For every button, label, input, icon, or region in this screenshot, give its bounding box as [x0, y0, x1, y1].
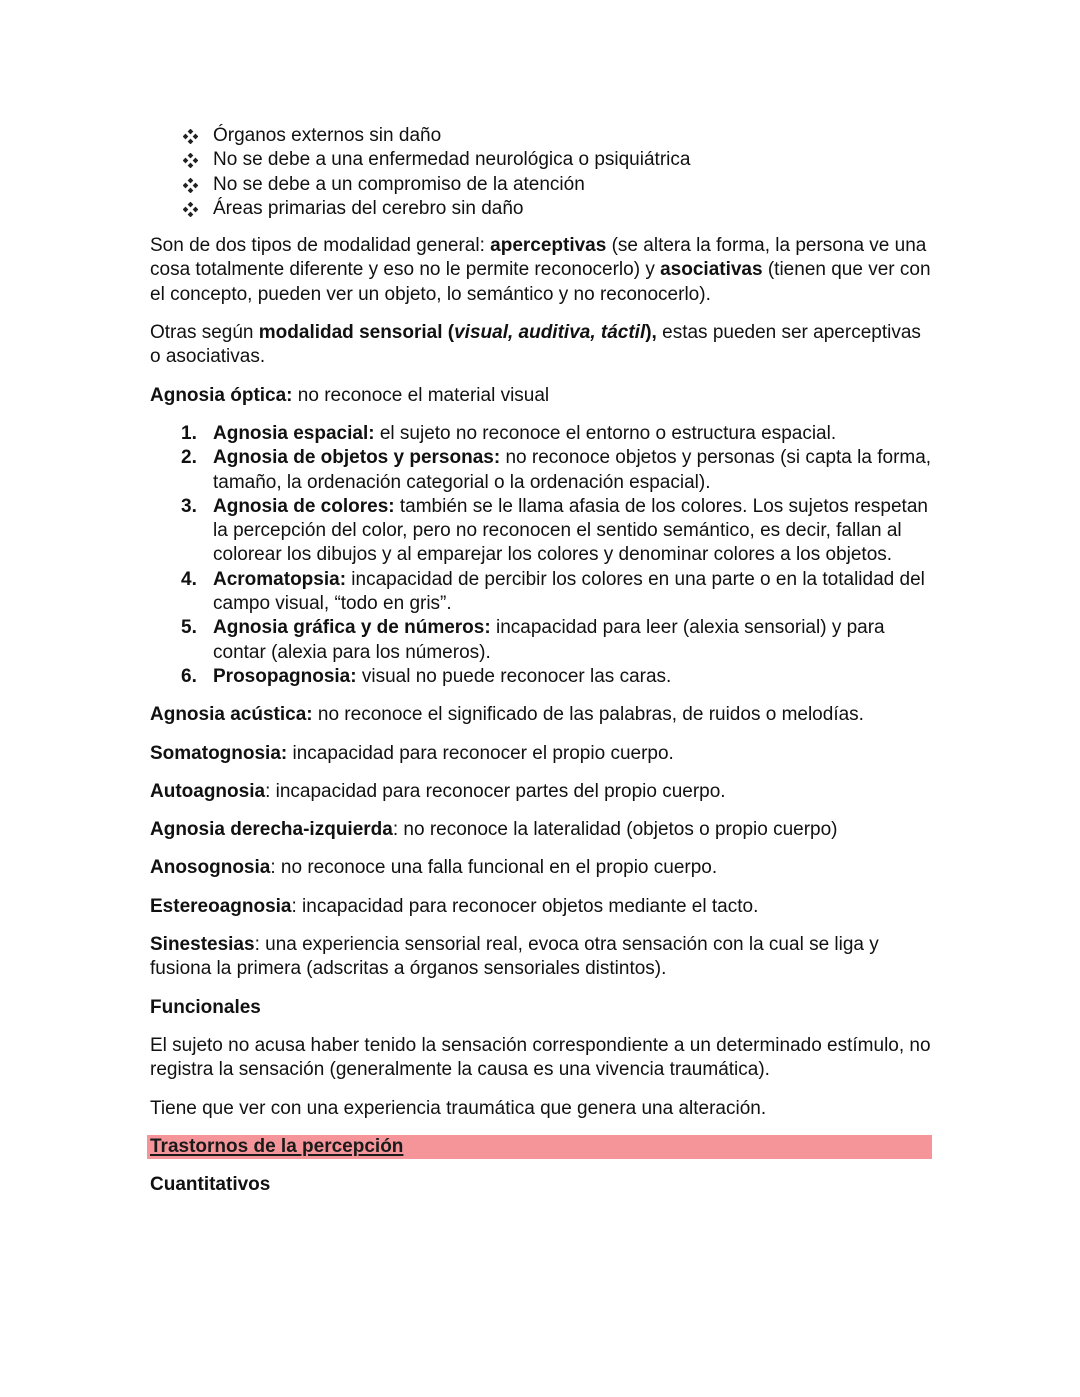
text: estas pueden ser aperceptivas o asociativas. [150, 322, 921, 368]
bold-term: Anosognosia [150, 857, 271, 879]
text: (tienen que ver con el concepto, pueden ver un objeto, lo semántico y no reconocerlo). [150, 259, 931, 305]
numbered-item [150, 422, 932, 446]
definition-paragraph [150, 933, 932, 982]
text: no reconoce el significado de las palabras, de ruidos o melodías. [312, 704, 864, 726]
text: : no reconoce una falla funcional en el propio cuerpo. [270, 857, 718, 879]
bold-term: Agnosia derecha-izquierda [150, 819, 393, 841]
otras-paragraph [150, 321, 932, 370]
bullet-text: No se debe a un compromiso de la atención [213, 173, 585, 195]
definition-paragraph [150, 780, 932, 804]
bold-term: Estereoagnosia [150, 895, 292, 917]
item-number: 1. [181, 422, 197, 444]
text: Otras según [150, 322, 259, 344]
four-diamond-bullet-icon [183, 153, 198, 168]
bullet-item [150, 124, 932, 148]
text: incapacidad para leer (alexia sensorial) y para contar (alexia para los números). [213, 617, 885, 663]
item-number: 5. [181, 617, 197, 639]
bold-italic-term: visual, auditiva, táctil [454, 322, 646, 344]
definition-paragraph [150, 742, 932, 766]
text: el sujeto no reconoce el entorno o estructura espacial. [374, 422, 837, 444]
four-diamond-bullet-icon [183, 178, 198, 193]
bold-term: Agnosia óptica: [150, 384, 293, 406]
bullet-item [150, 148, 932, 172]
text: también se le llama afasia de los colores. Los sujetos respetan la percepción del color, pero no reconocen el sentido semántico, es decir, fallan al colorear los dibujos y al emparejar los colores y denominar colores a los objetos. [213, 495, 928, 566]
bullet-item [150, 197, 932, 221]
bold-term: Agnosia de objetos y personas: [213, 447, 501, 469]
bold-term: Acromatopsia: [213, 568, 347, 590]
four-diamond-bullet-icon [183, 202, 198, 217]
text: : incapacidad para reconocer objetos mediante el tacto. [291, 895, 759, 917]
numbered-item [150, 495, 932, 568]
item-number: 2. [181, 447, 197, 469]
bold-term: asociativas [660, 259, 763, 281]
definition-paragraph [150, 818, 932, 842]
text: no reconoce objetos y personas (si capta la forma, tamaño, la ordenación categorial o la ordenación espacial). [213, 447, 932, 493]
bullet-text: No se debe a una enfermedad neurológica o psiquiátrica [213, 149, 691, 171]
bold-term: ), [645, 322, 657, 344]
bold-term: Agnosia gráfica y de números: [213, 617, 491, 639]
four-diamond-bullet-icon [183, 129, 198, 144]
bold-term: Somatognosia: [150, 742, 288, 764]
text: no reconoce el material visual [292, 384, 550, 406]
funcionales-heading [150, 996, 932, 1020]
bold-term: modalidad sensorial ( [258, 322, 455, 344]
optical-agnosia-list [150, 422, 932, 689]
item-number: 4. [181, 568, 197, 590]
document-page [150, 124, 932, 1211]
definition-paragraph [150, 703, 932, 727]
text: incapacidad de percibir los colores en una parte o en la totalidad del campo visual, “todo en gris”. [213, 568, 925, 615]
bullet-text: Áreas primarias del cerebro sin daño [213, 197, 524, 219]
numbered-item [150, 446, 932, 495]
text: incapacidad para reconocer el propio cuerpo. [287, 742, 674, 764]
definition-paragraph [150, 856, 932, 880]
bold-term: Sinestesias [150, 934, 255, 956]
bullet-item [150, 173, 932, 197]
funcionales-paragraph-2: Tiene que ver con una experiencia traumática que genera una alteración. [150, 1097, 767, 1119]
bold-term: aperceptivas [490, 235, 607, 257]
section-heading: Trastornos de la percepción [150, 1135, 404, 1157]
funcionales-paragraph-1: El sujeto no acusa haber tenido la sensación correspondiente a un determinado estímulo, no registra la sensación (generalmente la causa es una vivencia traumática). [150, 1034, 931, 1081]
tipos-paragraph [150, 234, 932, 307]
text: visual no puede reconocer las caras. [356, 665, 672, 687]
definition-paragraph [150, 895, 932, 919]
bullet-text: Órganos externos sin daño [213, 125, 442, 146]
bold-term: Agnosia de colores: [213, 495, 395, 517]
bold-term: Agnosia espacial: [213, 422, 375, 444]
criteria-bullet-list [150, 124, 932, 221]
bold-term: Agnosia acústica: [150, 704, 313, 726]
item-number: 6. [181, 665, 197, 687]
text: : incapacidad para reconocer partes del propio cuerpo. [265, 780, 726, 802]
agnosia-optica-paragraph [150, 384, 932, 408]
text: Son de dos tipos de modalidad general: [150, 235, 491, 257]
text: : una experiencia sensorial real, evoca otra sensación con la cual se liga y fusiona la primera (adscritas a órganos sensoriales distintos). [150, 934, 879, 980]
section-heading-highlight [147, 1135, 932, 1159]
numbered-item [150, 665, 932, 689]
section-subheading: Cuantitativos [150, 1173, 271, 1195]
text: : no reconoce la lateralidad (objetos o propio cuerpo) [392, 819, 838, 841]
bold-term: Autoagnosia [150, 780, 266, 802]
numbered-item [150, 616, 932, 665]
numbered-item [150, 568, 932, 617]
section-subheading: Funcionales [150, 996, 261, 1018]
cuantitativos-heading [150, 1173, 932, 1197]
bold-term: Prosopagnosia: [213, 665, 357, 687]
text: (se altera la forma, la persona ve una cosa totalmente diferente y eso no le permite reconocerlo) y [150, 235, 927, 281]
item-number: 3. [181, 495, 197, 517]
